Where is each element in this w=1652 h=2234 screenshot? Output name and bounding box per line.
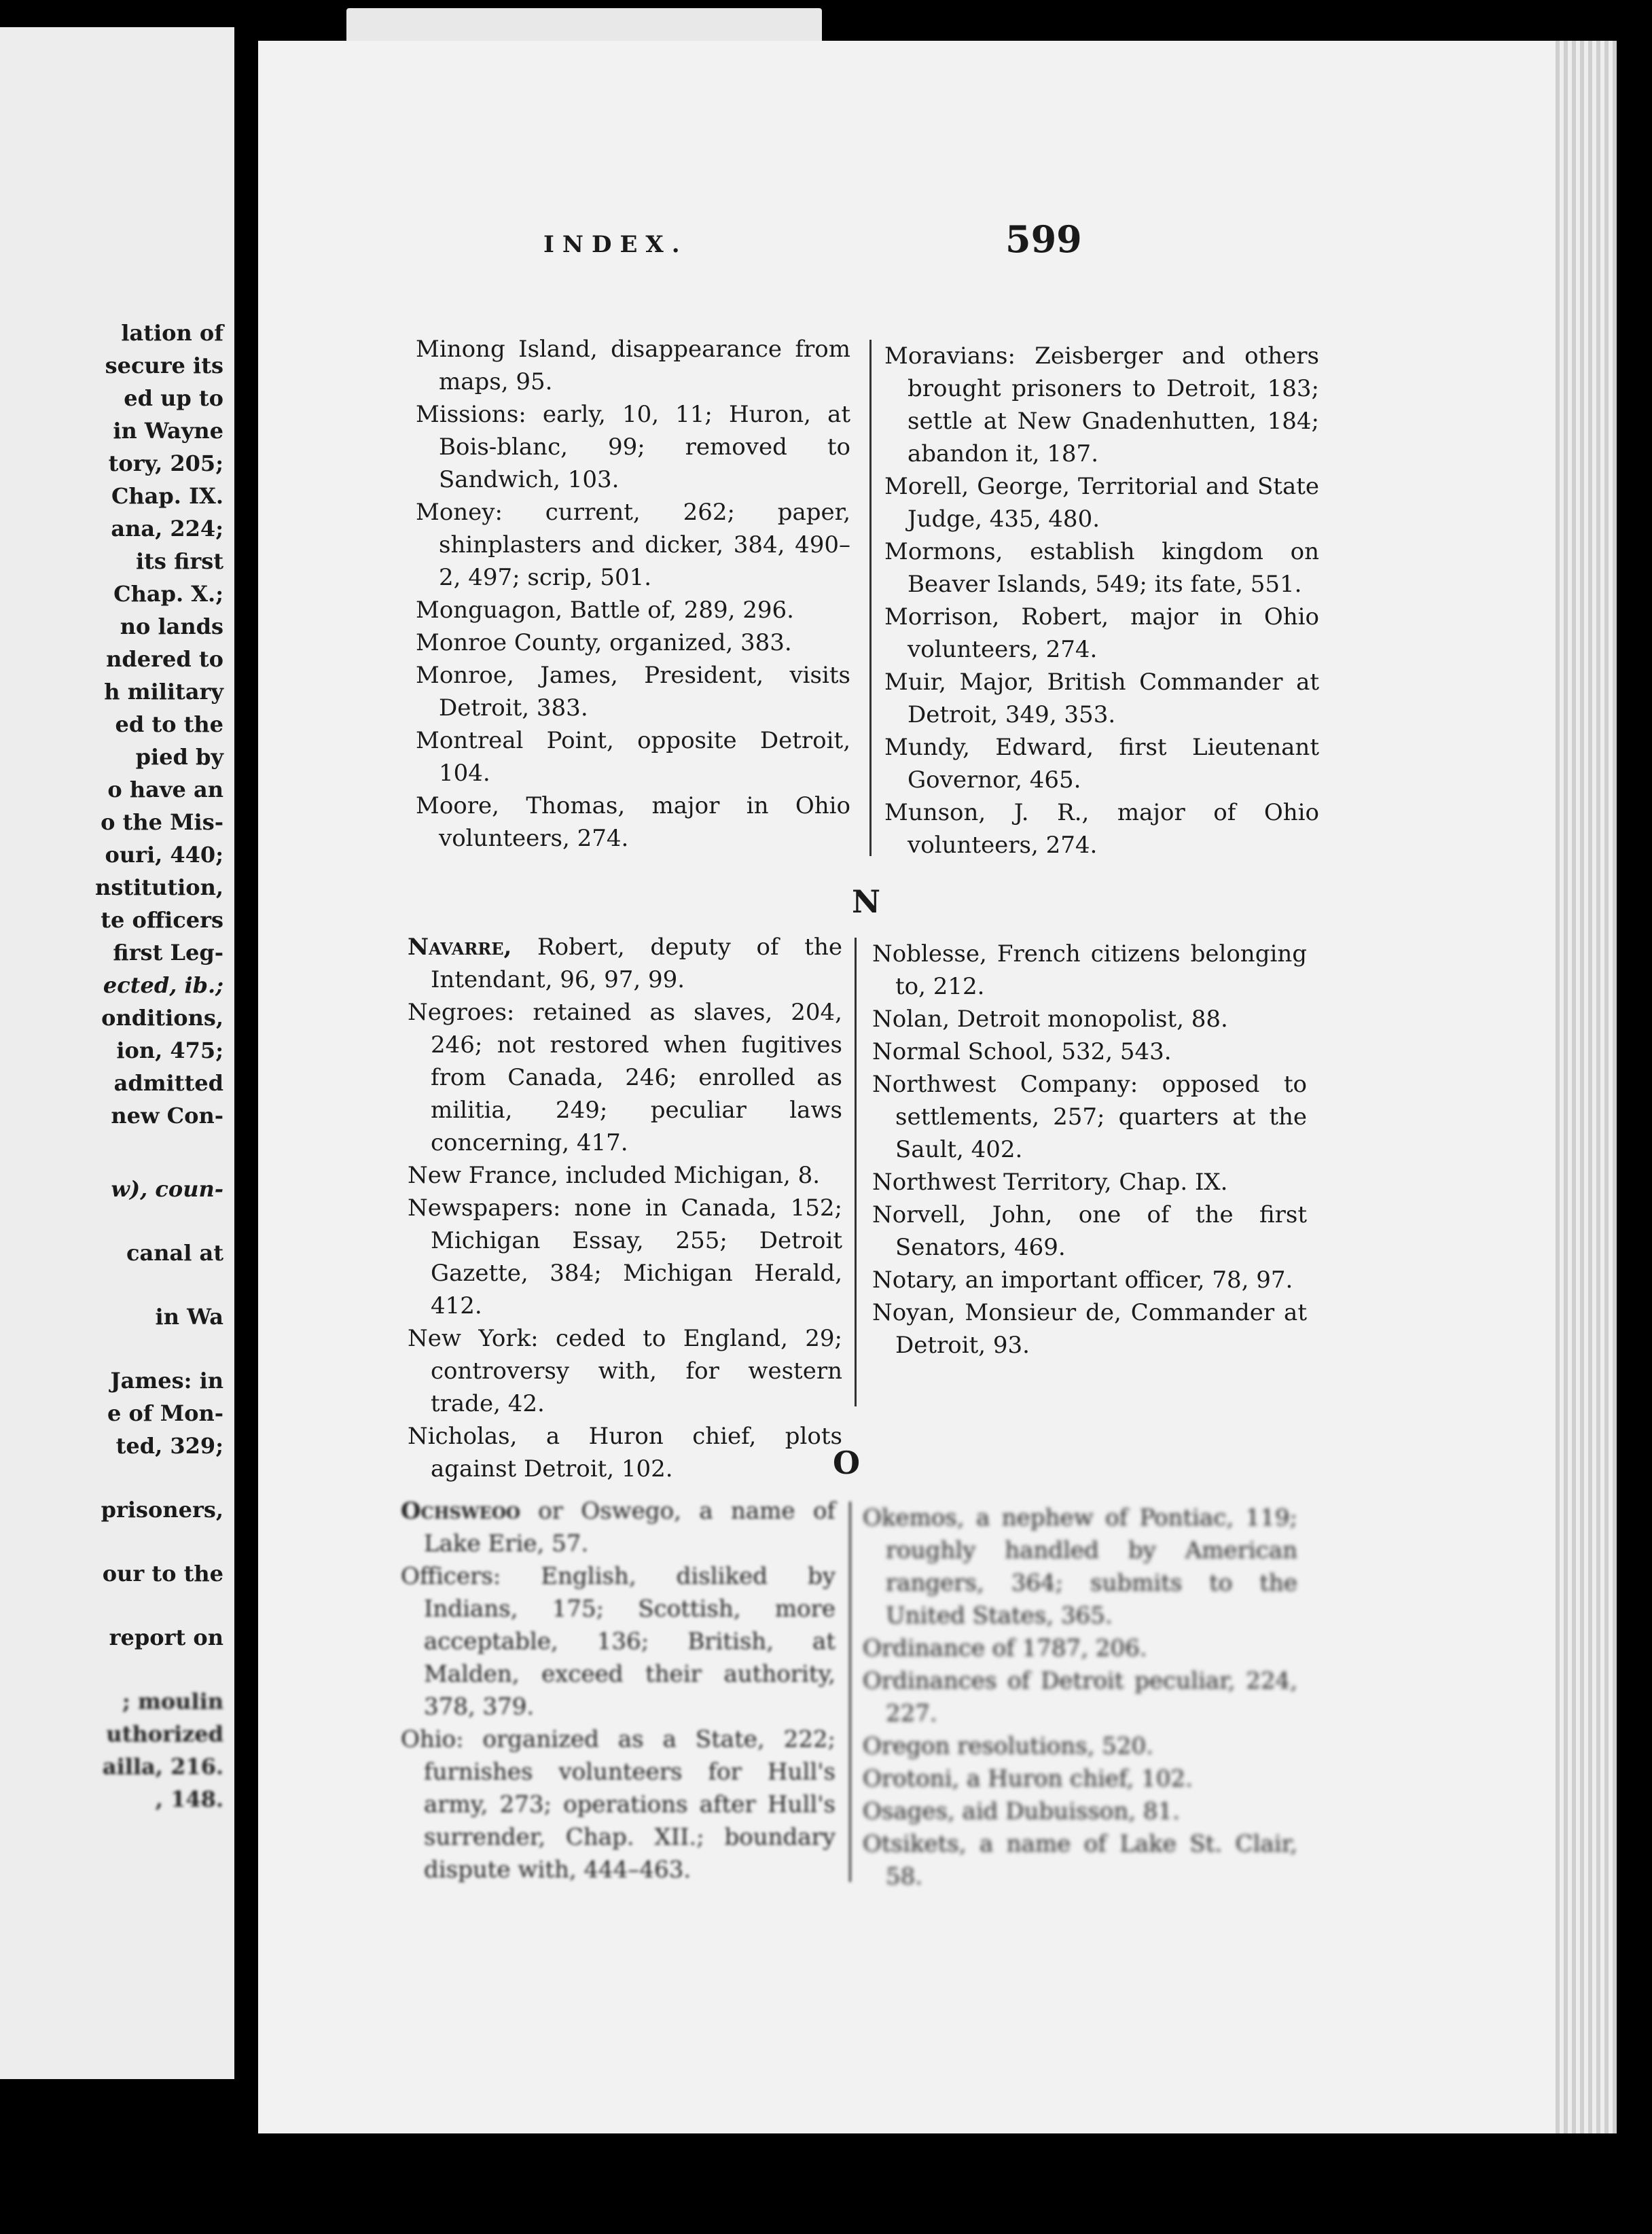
index-entry: Noblesse, French citizens belonging to, 212. xyxy=(872,940,1307,1000)
column-rule xyxy=(849,1502,851,1882)
index-entry: Newspapers: none in Canada, 152; Michigan Essay, 255; Detroit Gazette, 384; Michigan Herald, 412. xyxy=(408,1194,842,1319)
index-entry: Notary, an important officer, 78, 97. xyxy=(872,1266,1293,1294)
left-fragment: canal at xyxy=(126,1240,223,1266)
index-entry: Osages, aid Dubuisson, 81. xyxy=(863,1798,1180,1825)
column-rule xyxy=(869,340,872,856)
section-letter-n: N xyxy=(852,883,881,920)
index-entry: Moore, Thomas, major in Ohio volunteers, 274. xyxy=(416,792,850,852)
index-entry: Normal School, 532, 543. xyxy=(872,1038,1172,1065)
left-fragment: ouri, 440; xyxy=(105,842,223,868)
index-column-o-right xyxy=(863,1502,1297,1893)
left-fragment: , 148. xyxy=(155,1786,223,1812)
index-entry: Morrison, Robert, major in Ohio volunteers, 274. xyxy=(884,603,1319,663)
index-entry: New York: ceded to England, 29; controversy with, for western trade, 42. xyxy=(408,1325,842,1417)
left-fragment: our to the xyxy=(102,1561,223,1586)
left-fragment: James: in xyxy=(110,1368,223,1394)
index-column-n-right xyxy=(872,938,1307,1362)
left-fragment: h military xyxy=(104,679,223,705)
left-fragment: w), coun- xyxy=(111,1176,223,1202)
index-column-o-left xyxy=(401,1495,836,1886)
index-entry: Morell, George, Territorial and State Judge, 435, 480. xyxy=(884,473,1319,533)
left-fragment: uthorized xyxy=(106,1721,223,1747)
left-fragment: tory, 205; xyxy=(108,450,223,476)
left-fragment: secure its xyxy=(105,353,223,378)
entry-headword: Navarre, xyxy=(408,934,512,961)
left-fragment: te officers xyxy=(101,907,223,933)
index-entry: Monguagon, Battle of, 289, 296. xyxy=(416,597,794,624)
left-fragment: ion, 475; xyxy=(116,1038,223,1063)
left-fragment: o have an xyxy=(107,777,223,802)
index-column-m-left xyxy=(416,333,850,855)
left-fragment: ana, 224; xyxy=(111,516,223,542)
left-fragment: first Leg- xyxy=(113,940,223,965)
entry-text: or Oswego, a name of Lake Erie, 57. xyxy=(424,1497,836,1557)
index-entry: Nolan, Detroit monopolist, 88. xyxy=(872,1006,1228,1033)
index-entry: Mormons, establish kingdom on Beaver Islands, 549; its fate, 551. xyxy=(884,538,1319,598)
index-entry: Northwest Territory, Chap. IX. xyxy=(872,1169,1228,1196)
index-entry: Orotoni, a Huron chief, 102. xyxy=(863,1765,1193,1792)
left-fragment: Chap. IX. xyxy=(111,483,223,509)
left-fragment: admitted xyxy=(113,1070,223,1096)
index-entry: New France, included Michigan, 8. xyxy=(408,1162,821,1189)
index-entry: Oregon resolutions, 520. xyxy=(863,1733,1153,1760)
index-entry: Otsikets, a name of Lake St. Clair, 58. xyxy=(863,1830,1297,1890)
column-rule xyxy=(855,938,857,1406)
index-entry: Ordinance of 1787, 206. xyxy=(863,1635,1147,1662)
index-entry: Monroe County, organized, 383. xyxy=(416,629,792,656)
running-head: INDEX. xyxy=(543,231,688,258)
left-fragment: in Wa xyxy=(155,1304,223,1330)
index-entry: Minong Island, disappearance from maps, 95. xyxy=(416,336,850,395)
left-fragment: lation of xyxy=(121,320,223,346)
entry-text: Robert, deputy of the Intendant, 96, 97, 99. xyxy=(431,934,842,993)
index-entry: Officers: English, disliked by Indians, 175; Scottish, more acceptable, 136; British, at Malden, exceed their authority, 378, 379. xyxy=(401,1563,836,1720)
index-column-n-left xyxy=(408,931,842,1485)
index-entry: Missions: early, 10, 11; Huron, at Bois-blanc, 99; removed to Sandwich, 103. xyxy=(416,401,850,493)
index-entry: Munson, J. R., major of Ohio volunteers, 274. xyxy=(884,799,1319,859)
index-entry: Montreal Point, opposite Detroit, 104. xyxy=(416,727,850,787)
left-fragment: ted, 329; xyxy=(115,1433,223,1459)
left-fragment: ected, ib.; xyxy=(103,972,223,998)
index-entry: Ordinances of Detroit peculiar, 224, 227. xyxy=(863,1667,1297,1727)
index-entry: Northwest Company: opposed to settlements, 257; quarters at the Sault, 402. xyxy=(872,1071,1307,1163)
index-entry: Okemos, a nephew of Pontiac, 119; roughly handled by American rangers, 364; submits to the United States, 365. xyxy=(863,1504,1297,1629)
left-fragment: report on xyxy=(109,1625,223,1650)
entry-headword: Ochsweoo xyxy=(401,1497,520,1525)
page-tab-strip xyxy=(346,8,822,41)
left-fragment: in Wayne xyxy=(113,418,223,444)
page-number: 599 xyxy=(1005,217,1082,261)
index-column-m-right xyxy=(884,340,1319,862)
index-entry: Norvell, John, one of the first Senators, 469. xyxy=(872,1201,1307,1261)
index-entry: Nicholas, a Huron chief, plots against Detroit, 102. xyxy=(408,1423,842,1483)
page-stack-edge xyxy=(1556,41,1617,2133)
index-entry: Moravians: Zeisberger and others brought prisoners to Detroit, 183; settle at New Gnadenhutten, 184; abandon it, 187. xyxy=(884,342,1319,467)
index-entry: Mundy, Edward, first Lieutenant Governor, 465. xyxy=(884,734,1319,794)
index-entry xyxy=(401,1495,836,1560)
left-fragment: ; moulin xyxy=(122,1688,223,1714)
index-entry: Money: current, 262; paper, shinplasters and dicker, 384, 490–2, 497; scrip, 501. xyxy=(416,499,850,591)
index-entry: Monroe, James, President, visits Detroit, 383. xyxy=(416,662,850,722)
index-entry: Muir, Major, British Commander at Detroit, 349, 353. xyxy=(884,669,1319,728)
left-fragment: prisoners, xyxy=(101,1497,223,1523)
index-entry: Negroes: retained as slaves, 204, 246; not restored when fugitives from Canada, 246; enrolled as militia, 249; peculiar laws concerning, 417. xyxy=(408,999,842,1156)
left-fragment: pied by xyxy=(135,744,223,770)
left-fragment: onditions, xyxy=(101,1005,223,1031)
left-fragment: ed up to xyxy=(124,385,223,411)
left-fragment: ailla, 216. xyxy=(102,1754,223,1779)
left-fragment: e of Mon- xyxy=(107,1400,223,1426)
index-entry: Noyan, Monsieur de, Commander at Detroit, 93. xyxy=(872,1299,1307,1359)
left-fragment: ed to the xyxy=(115,711,223,737)
left-fragment: new Con- xyxy=(111,1103,223,1129)
left-fragment: its first xyxy=(135,548,223,574)
index-entry: Ohio: organized as a State, 222; furnishes volunteers for Hull's army, 273; operations after Hull's surrender, Chap. XII.; boundary dispute with, 444–463. xyxy=(401,1726,836,1883)
left-fragment: o the Mis- xyxy=(101,809,223,835)
left-facing-page xyxy=(0,27,234,2079)
left-fragment: no lands xyxy=(120,614,223,639)
left-fragment: nstitution, xyxy=(95,874,223,900)
left-fragment: Chap. X.; xyxy=(113,581,223,607)
left-fragment: ndered to xyxy=(106,646,223,672)
section-letter-o: O xyxy=(833,1444,861,1481)
index-entry xyxy=(408,931,842,996)
